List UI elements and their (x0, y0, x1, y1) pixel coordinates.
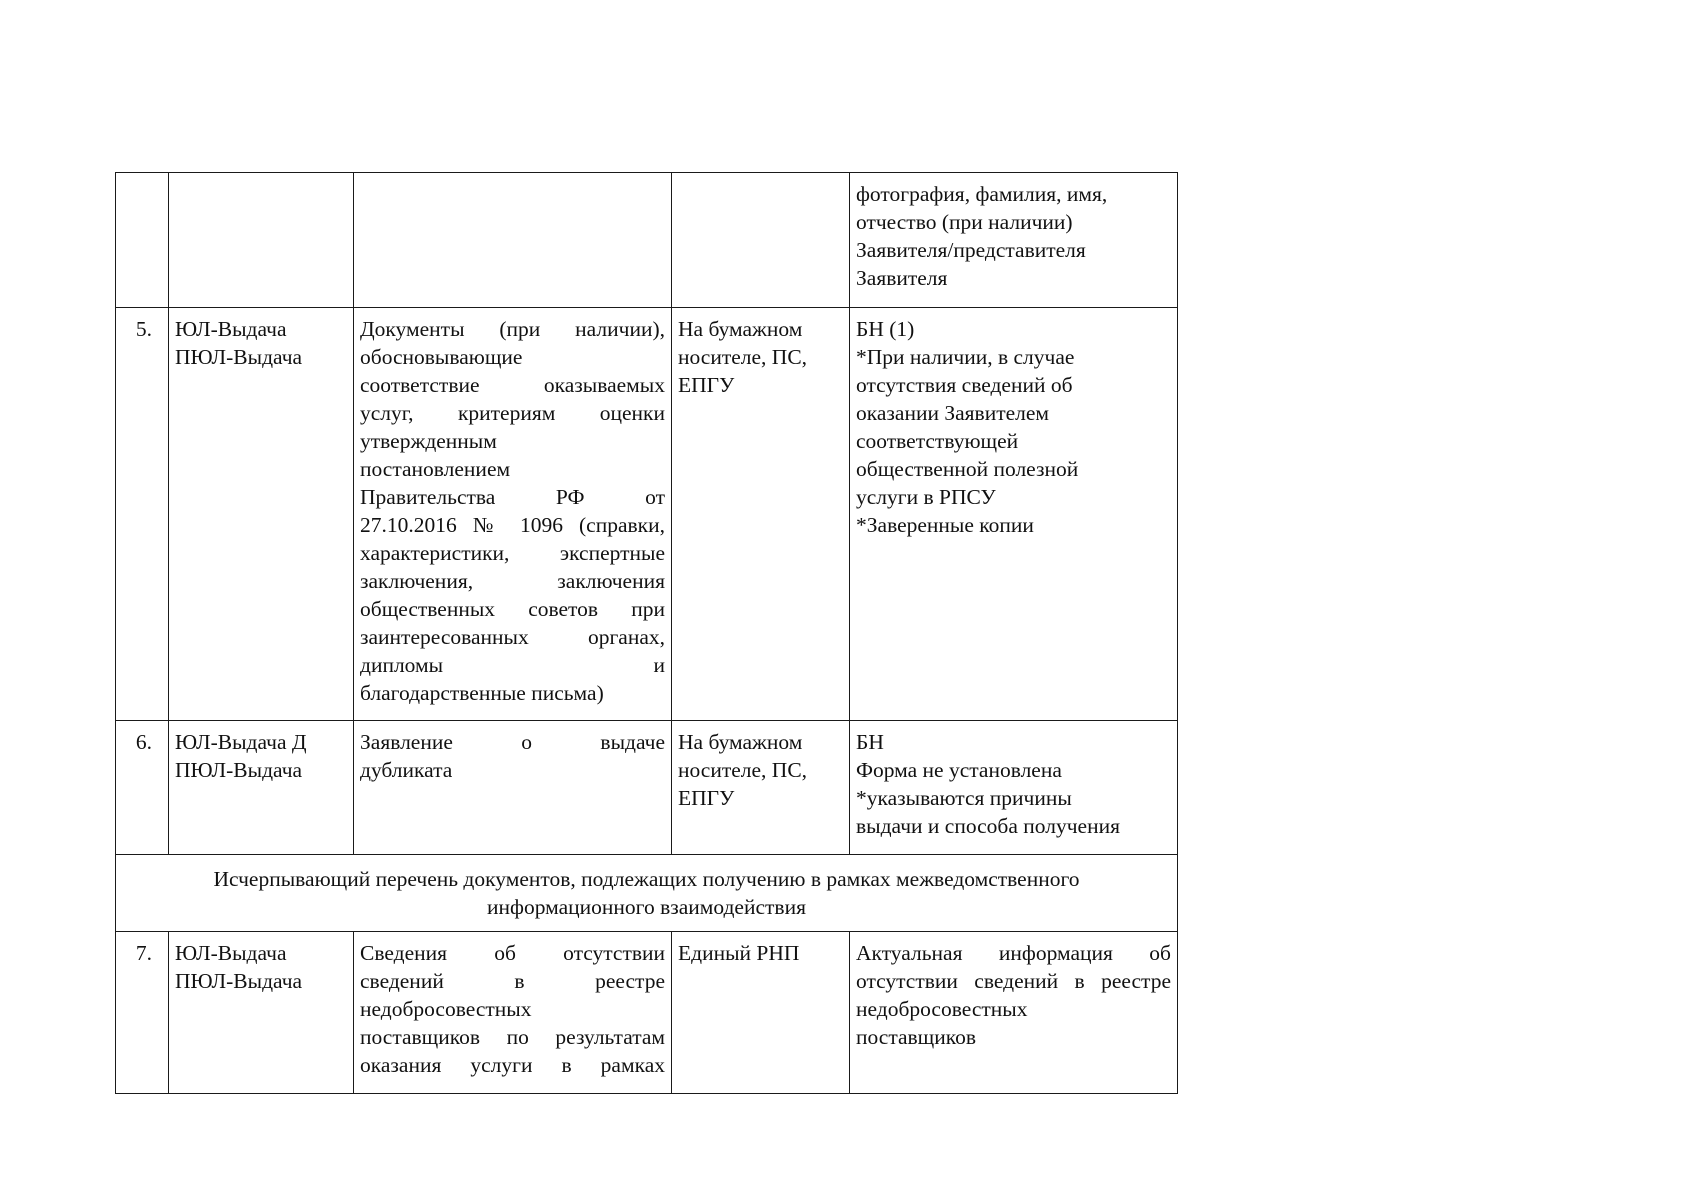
doc-line: дипломы и (360, 653, 665, 677)
note-line: Заявителя/представителя (856, 238, 1086, 262)
note-line: фотография, фамилия, имя, (856, 182, 1108, 206)
doc-line: дубликата (360, 758, 453, 782)
form-line: ЕПГУ (678, 786, 735, 810)
doc-line: Правительства РФ от (360, 485, 665, 509)
cell-form (672, 308, 850, 721)
type-line: ЮЛ-Выдача Д (175, 730, 307, 754)
doc-line: характеристики, экспертные (360, 541, 665, 565)
note-line: *При наличии, в случае (856, 345, 1075, 369)
cell-note (850, 932, 1178, 1094)
note-line: поставщиков (856, 1025, 977, 1049)
doc-line: общественных советов при (360, 597, 665, 621)
row-number: 6. (116, 721, 169, 855)
doc-line: благодарственные письма) (360, 681, 604, 705)
note-line: услуги в РПСУ (856, 485, 996, 509)
cell-type (169, 721, 354, 855)
cell-type (169, 173, 354, 308)
doc-line: оказания услуги в рамках (360, 1053, 665, 1077)
cell-note (850, 721, 1178, 855)
cell-form (672, 721, 850, 855)
document-table (115, 172, 1178, 1094)
doc-line: заинтересованных органах, (360, 625, 665, 649)
note-line: общественной полезной (856, 457, 1079, 481)
type-line: ПЮЛ-Выдача (175, 758, 303, 782)
cell-form (672, 173, 850, 308)
section-header-row (116, 855, 1178, 932)
type-line: ПЮЛ-Выдача (175, 345, 303, 369)
cell-form (672, 932, 850, 1094)
note-line: отсутствии сведений в реестре (856, 969, 1171, 993)
doc-line: Документы (при наличии), (360, 317, 665, 341)
form-line: Единый РНП (678, 941, 800, 965)
doc-line: услуг, критериям оценки (360, 401, 665, 425)
cell-num (116, 173, 169, 308)
table-row-6 (116, 721, 1178, 855)
form-line: ЕПГУ (678, 373, 735, 397)
form-line: На бумажном (678, 317, 803, 341)
doc-line: недобросовестных (360, 997, 532, 1021)
section-header-line: Исчерпывающий перечень документов, подлежащих получению в рамках межведомственного (213, 867, 1080, 891)
form-line: носителе, ПС, (678, 758, 808, 782)
note-line: отчество (при наличии) (856, 210, 1073, 234)
note-line: *указываются причины (856, 786, 1072, 810)
cell-doc (354, 932, 672, 1094)
note-line: оказании Заявителем (856, 401, 1050, 425)
section-header-line: информационного взаимодействия (487, 895, 806, 919)
row-number: 7. (116, 932, 169, 1094)
doc-line: обосновывающие (360, 345, 523, 369)
note-line: БН (856, 730, 884, 754)
row-number: 5. (116, 308, 169, 721)
note-line: *Заверенные копии (856, 513, 1034, 537)
cell-doc (354, 721, 672, 855)
note-line: отсутствия сведений об (856, 373, 1073, 397)
note-line: БН (1) (856, 317, 915, 341)
type-line: ЮЛ-Выдача (175, 317, 287, 341)
type-line: ЮЛ-Выдача (175, 941, 287, 965)
cell-note (850, 173, 1178, 308)
cell-note (850, 308, 1178, 721)
table-row-5 (116, 308, 1178, 721)
section-header (116, 855, 1178, 932)
note-line: соответствующей (856, 429, 1019, 453)
doc-line: Сведения об отсутствии (360, 941, 665, 965)
form-line: носителе, ПС, (678, 345, 808, 369)
note-line: Актуальная информация об (856, 941, 1171, 965)
doc-line: постановлением (360, 457, 511, 481)
note-line: недобросовестных (856, 997, 1028, 1021)
doc-line: сведений в реестре (360, 969, 665, 993)
note-line: Заявителя (856, 266, 948, 290)
cell-doc (354, 173, 672, 308)
doc-line: поставщиков по результатам (360, 1025, 665, 1049)
doc-line: соответствие оказываемых (360, 373, 665, 397)
table-row-7 (116, 932, 1178, 1094)
cell-type (169, 932, 354, 1094)
doc-line: утвержденным (360, 429, 497, 453)
form-line: На бумажном (678, 730, 803, 754)
cell-doc (354, 308, 672, 721)
type-line: ПЮЛ-Выдача (175, 969, 303, 993)
cell-type (169, 308, 354, 721)
doc-line: заключения, заключения (360, 569, 665, 593)
doc-line: Заявление о выдаче (360, 730, 665, 754)
note-line: Форма не установлена (856, 758, 1062, 782)
note-line: выдачи и способа получения (856, 814, 1120, 838)
doc-line: 27.10.2016 № 1096 (справки, (360, 513, 665, 537)
table-row-continuation (116, 173, 1178, 308)
